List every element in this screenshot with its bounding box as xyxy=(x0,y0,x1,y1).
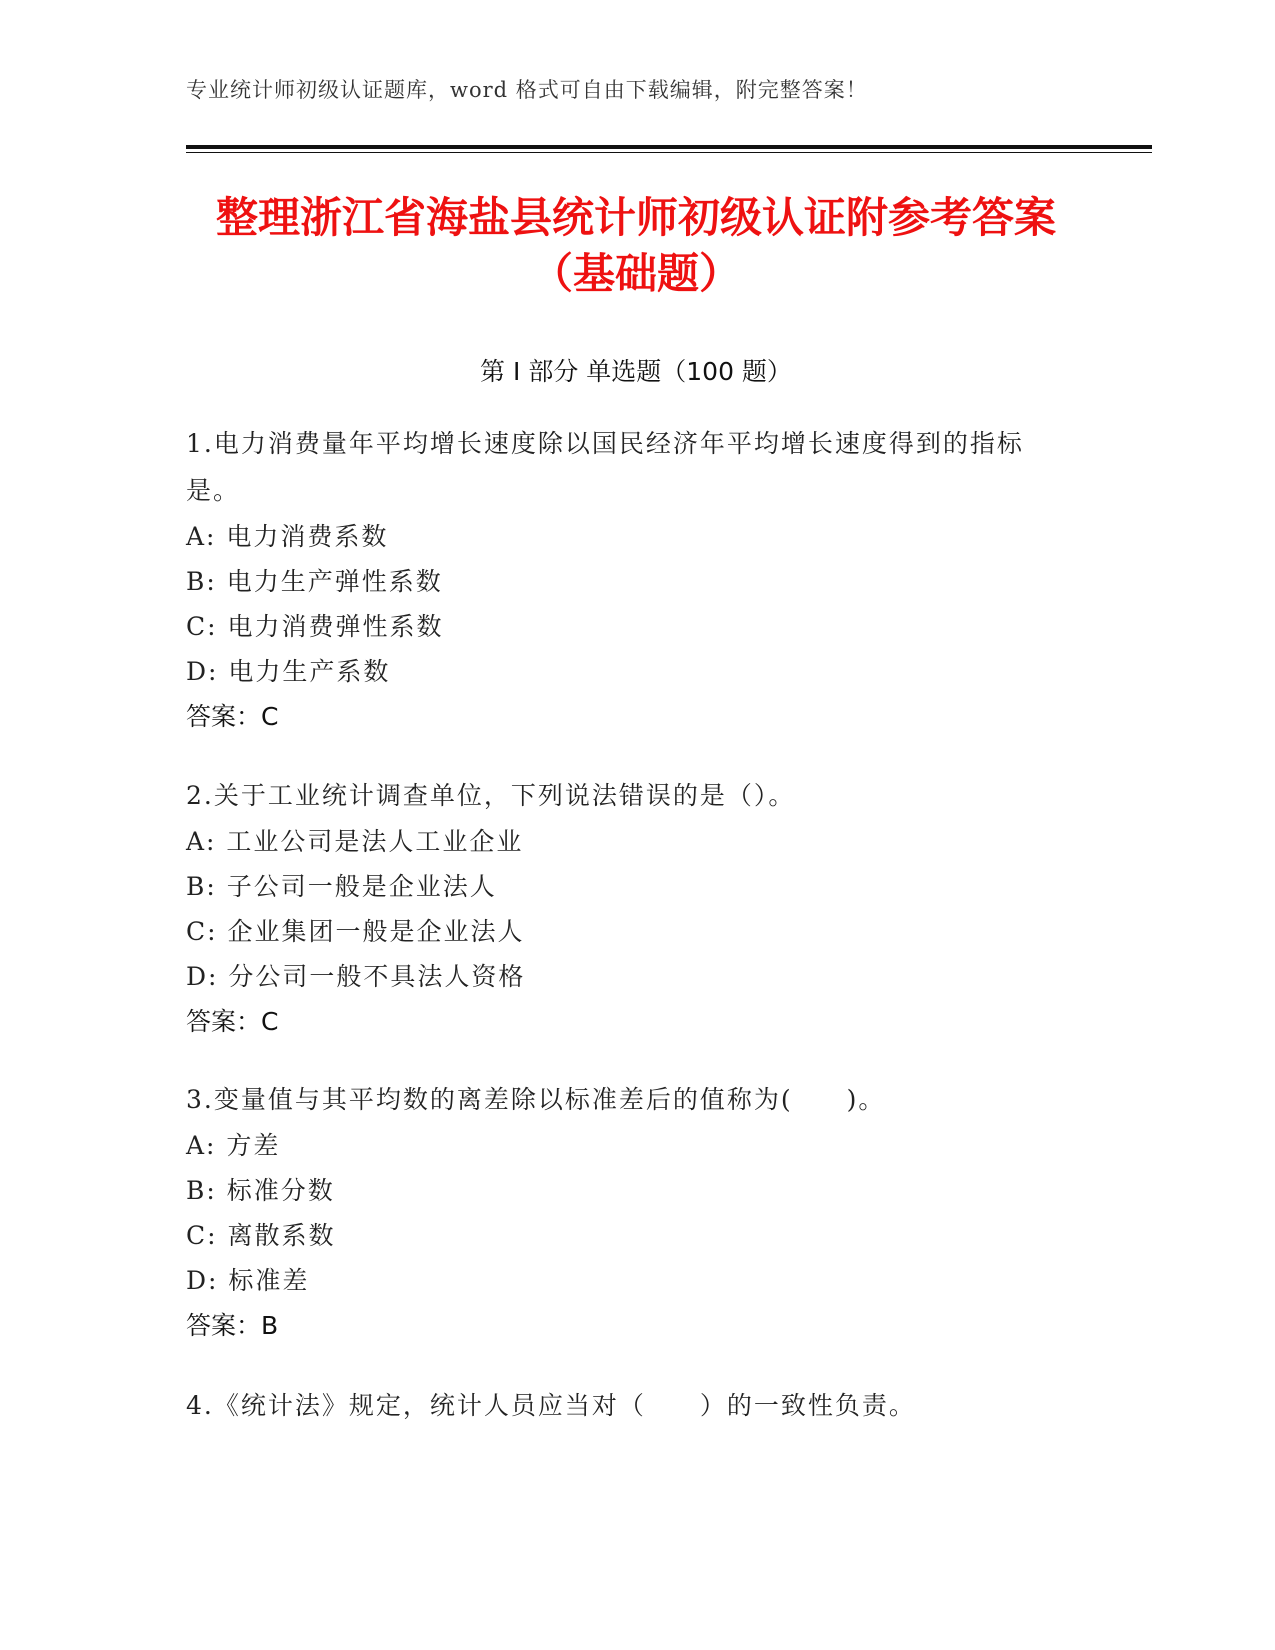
option-c: C: 电力消费弹性系数 xyxy=(186,612,444,641)
option-d: D: 电力生产系数 xyxy=(186,657,391,686)
header-divider-thin xyxy=(186,152,1152,153)
question-3 xyxy=(186,1076,1066,1349)
answer: 答案：C xyxy=(186,702,279,731)
answer: 答案：C xyxy=(186,1007,279,1036)
option-c: C: 离散系数 xyxy=(186,1221,336,1250)
question-4 xyxy=(186,1382,1066,1429)
header-divider xyxy=(186,145,1152,149)
answer: 答案：B xyxy=(186,1311,279,1340)
option-a: A: 电力消费系数 xyxy=(186,522,389,551)
option-a: A: 工业公司是法人工业企业 xyxy=(186,827,524,856)
option-c: C: 企业集团一般是企业法人 xyxy=(186,917,525,946)
option-b: B: 电力生产弹性系数 xyxy=(186,567,443,596)
document-title: 整理浙江省海盐县统计师初级认证附参考答案（基础题） xyxy=(215,193,1056,298)
option-b: B: 标准分数 xyxy=(186,1176,335,1205)
question-stem: 1.电力消费量年平均增长速度除以国民经济年平均增长速度得到的指标是。 xyxy=(186,429,1024,505)
option-d: D: 分公司一般不具法人资格 xyxy=(186,962,526,991)
question-2 xyxy=(186,772,1066,1045)
option-a: A: 方差 xyxy=(186,1131,281,1160)
option-d: D: 标准差 xyxy=(186,1266,310,1295)
option-b: B: 子公司一般是企业法人 xyxy=(186,872,497,901)
header-note: 专业统计师初级认证题库，word 格式可自由下载编辑，附完整答案！ xyxy=(186,78,868,102)
question-stem: 3.变量值与其平均数的离差除以标准差后的值称为( )。 xyxy=(186,1085,886,1114)
question-1 xyxy=(186,420,1066,740)
question-stem: 2.关于工业统计调查单位，下列说法错误的是（）。 xyxy=(186,781,796,810)
question-stem: 4.《统计法》规定，统计人员应当对（ ）的一致性负责。 xyxy=(186,1391,916,1420)
section-title: 第 I 部分 单选题（100 题） xyxy=(480,357,792,386)
